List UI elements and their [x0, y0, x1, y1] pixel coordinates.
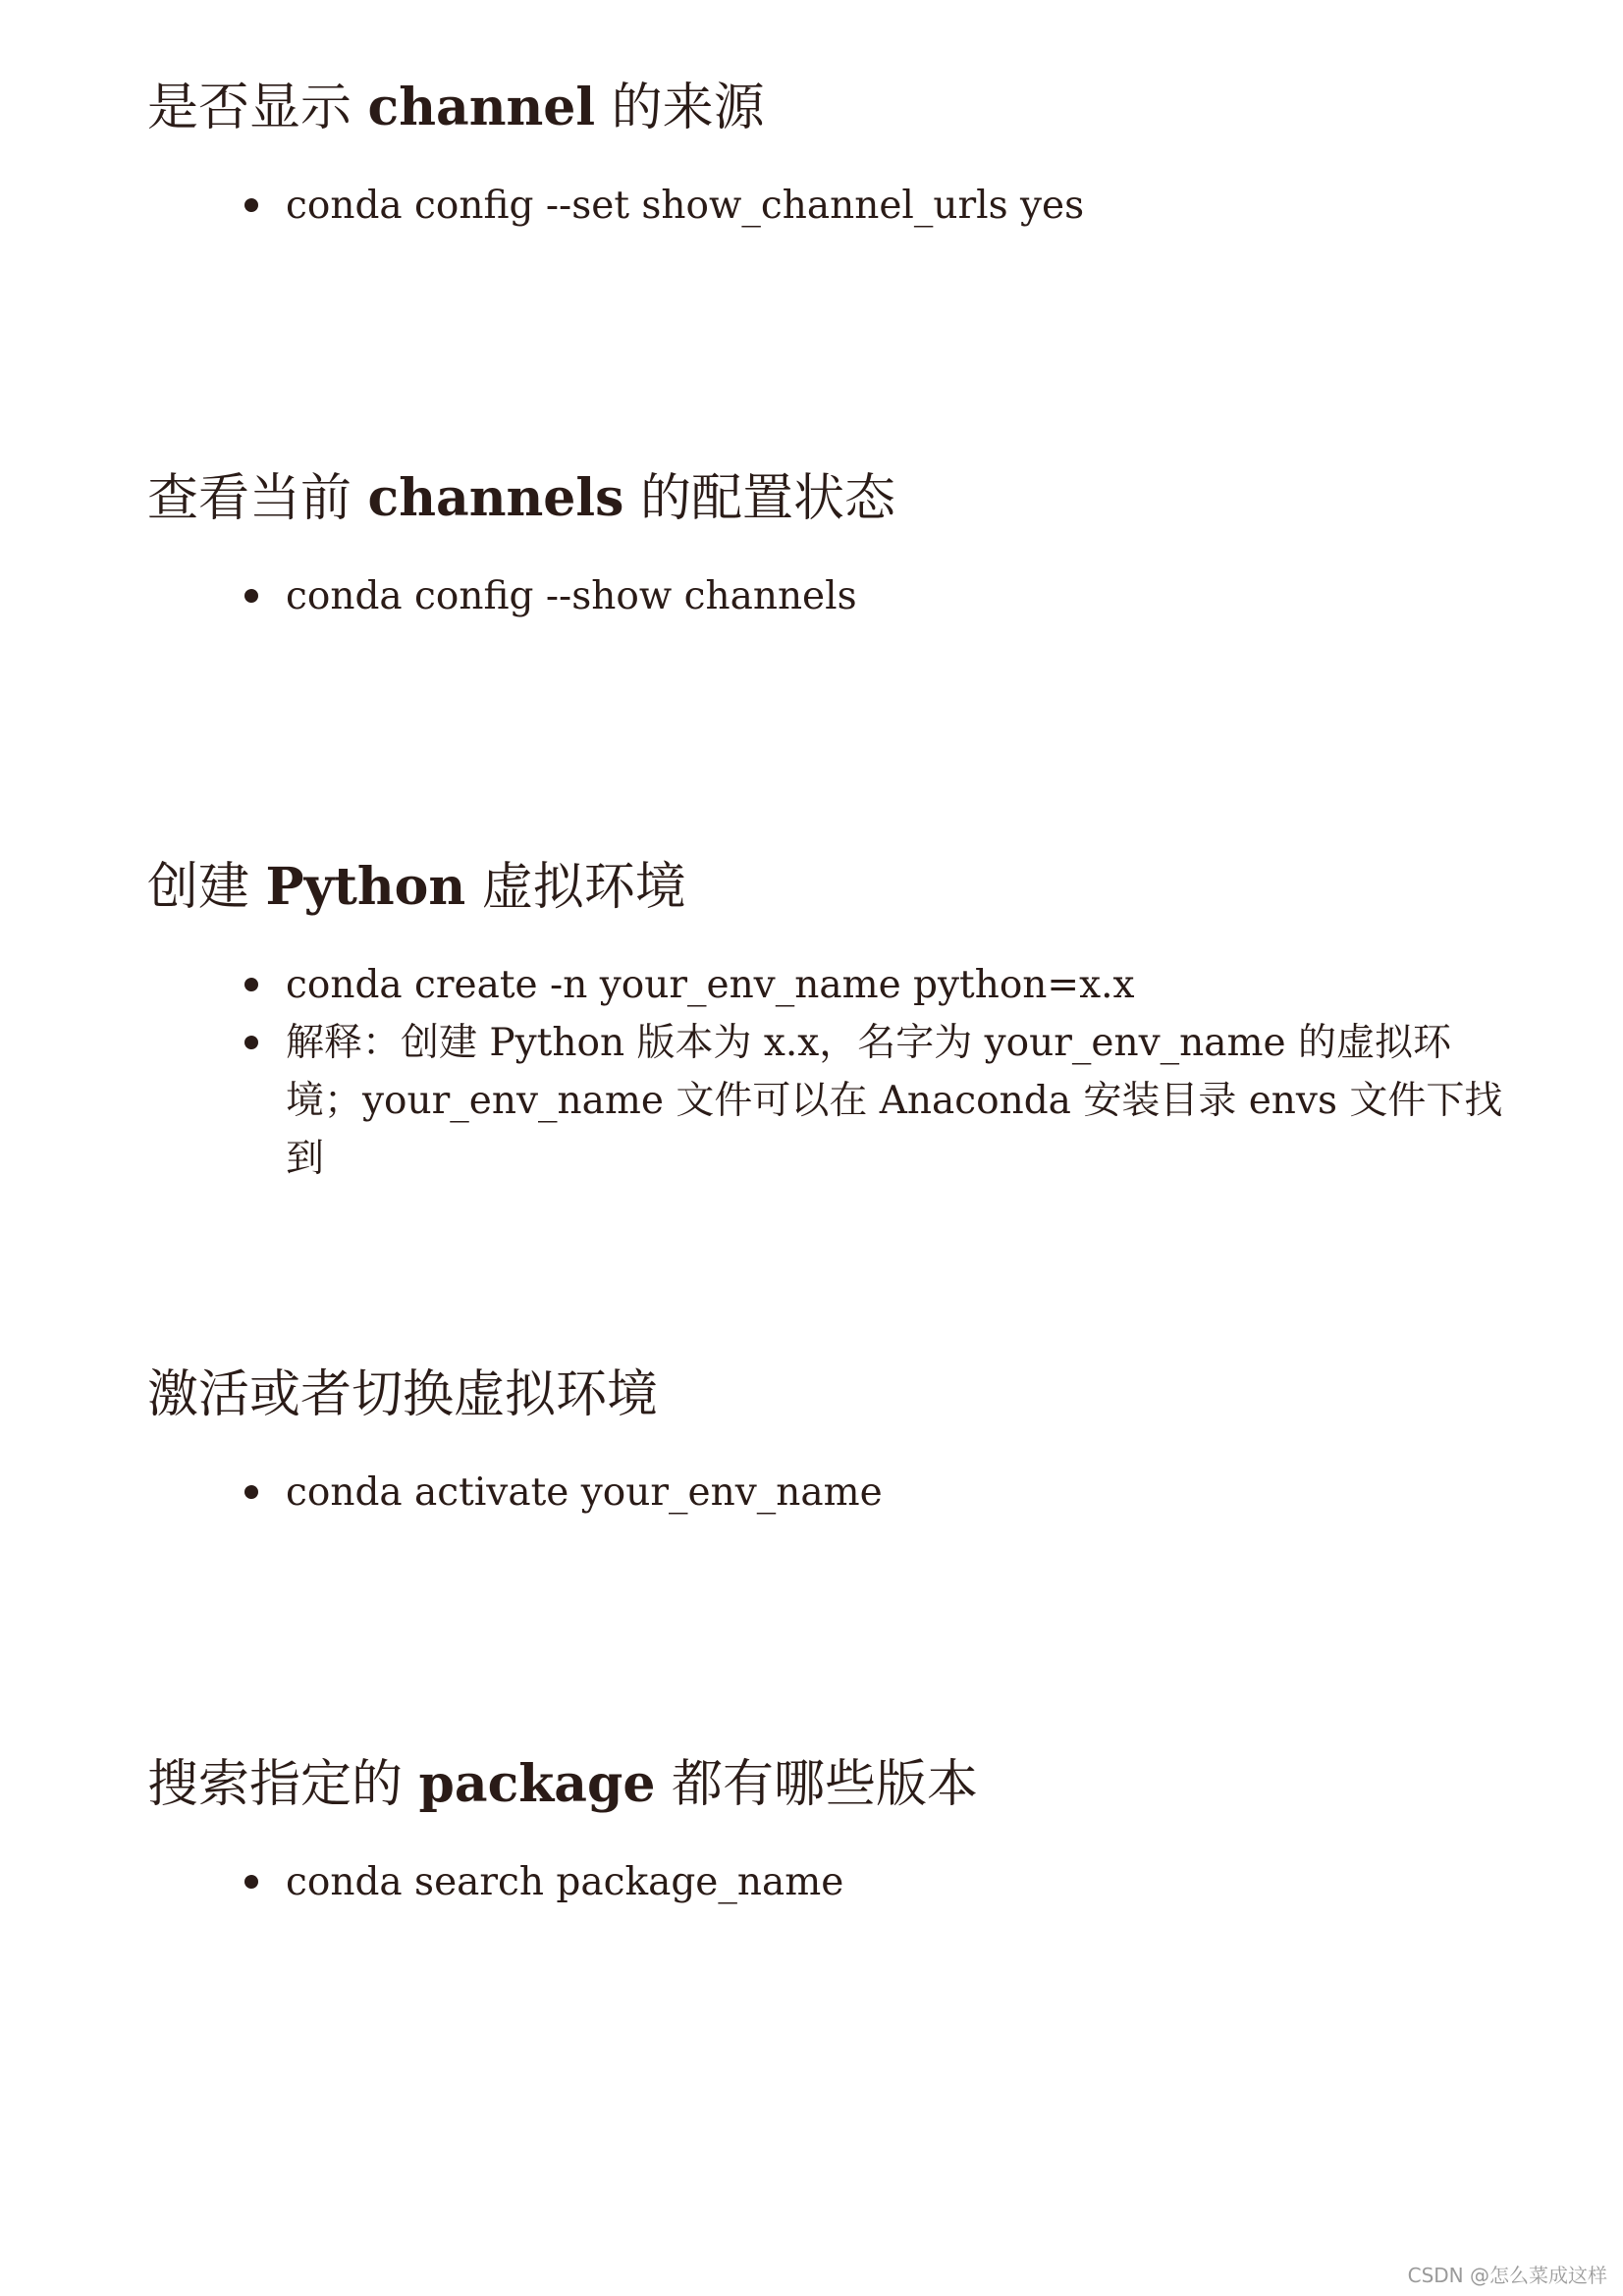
list-item	[286, 567, 1503, 625]
list-item	[286, 1853, 1503, 1911]
heading-text-post: 虚拟环境	[465, 858, 686, 917]
command-list	[286, 1464, 1503, 1522]
section-heading	[147, 467, 1502, 530]
command-list	[286, 956, 1503, 1188]
heading-keyword: package	[418, 1754, 656, 1814]
heading-text-pre: 查看当前	[147, 469, 368, 528]
command-list	[286, 177, 1503, 235]
list-item	[286, 1464, 1503, 1522]
command-list	[286, 1853, 1503, 1911]
list-item	[286, 956, 1503, 1014]
list-item-text: conda config --show channels	[286, 574, 857, 618]
heading-keyword: Python	[265, 857, 466, 917]
bullet-icon	[244, 1036, 258, 1049]
heading-text-pre: 搜索指定的	[147, 1755, 419, 1814]
heading-text-pre: 创建	[147, 858, 266, 917]
heading-keyword: channels	[367, 468, 624, 528]
list-item-text: conda create -n your_env_name python=x.x	[286, 963, 1135, 1007]
section-show-channel-urls	[147, 77, 1502, 228]
bullet-icon	[244, 198, 258, 212]
watermark: CSDN @怎么菜成这样	[1407, 2264, 1607, 2287]
section-activate-env	[147, 1363, 1502, 1515]
heading-text-post: 都有哪些版本	[655, 1755, 978, 1814]
list-item-text: 解释：创建 Python 版本为 x.x，名字为 your_env_name 的虚拟环境；your_env_name 文件可以在 Anaconda 安装目录 envs 文件下找到	[286, 1021, 1503, 1181]
section-search-package	[147, 1753, 1502, 1904]
bullet-icon	[244, 1875, 258, 1889]
section-show-channels	[147, 467, 1502, 618]
heading-text-pre: 激活或者切换虚拟环境	[147, 1365, 659, 1424]
section-heading	[147, 77, 1502, 139]
heading-text-pre: 是否显示	[147, 79, 368, 137]
bullet-icon	[244, 1485, 258, 1499]
list-item-text: conda config --set show_channel_urls yes	[286, 184, 1085, 228]
list-item-text: conda search package_name	[286, 1860, 844, 1904]
bullet-icon	[244, 589, 258, 603]
bullet-icon	[244, 978, 258, 991]
list-item	[286, 1014, 1503, 1188]
section-heading	[147, 1363, 1502, 1426]
heading-text-post: 的配置状态	[623, 469, 895, 528]
section-heading	[147, 1753, 1502, 1816]
section-heading	[147, 856, 1502, 919]
section-create-env	[147, 856, 1503, 1181]
list-item	[286, 177, 1503, 235]
heading-text-post: 的来源	[595, 79, 765, 137]
list-item-text: conda activate your_env_name	[286, 1470, 883, 1515]
heading-keyword: channel	[367, 78, 596, 137]
command-list	[286, 567, 1503, 625]
